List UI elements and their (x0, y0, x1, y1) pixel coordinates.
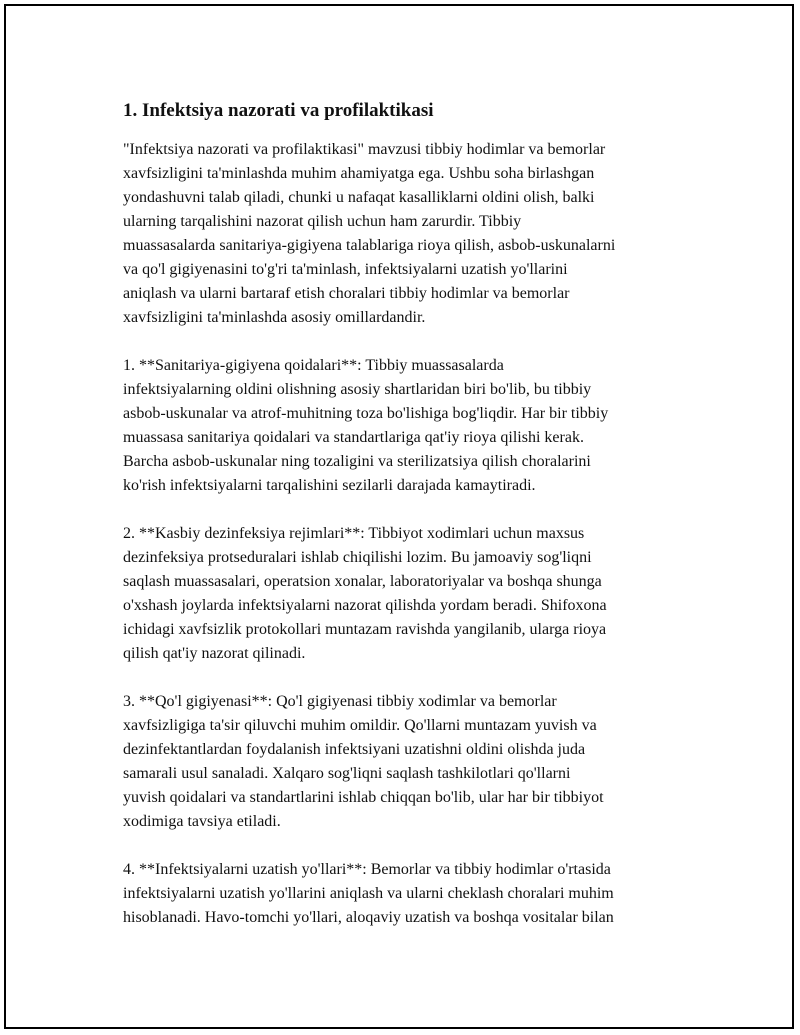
document-body (123, 98, 693, 954)
paragraph-sanitation-rules: 1. **Sanitariya-gigiyena qoidalari**: Tibbiy muassasalarda infektsiyalarning oldini olishning asosiy shartlaridan biri bo'lib, bu tibbiy asbob-uskunalar va atrof-muhitning toza bo'lishiga bog'liqdir. Har bir tibbiy muassasa sanitariya qoidalari va standartlariga qat'iy rioya qilishi kerak. Barcha asbob-uskunalar ning tozaligini va sterilizatsiya qilish choralarini ko'rish infektsiyalarni tarqalishini sezilarli darajada kamaytiradi. (123, 357, 609, 494)
section-heading: 1. Infektsiya nazorati va profilaktikasi (123, 100, 434, 121)
paragraph-disinfection-regimes: 2. **Kasbiy dezinfeksiya rejimlari**: Tibbiyot xodimlari uchun maxsus dezinfeksiya protseduralari ishlab chiqilishi lozim. Bu jamoaviy sog'liqni saqlash muassasalari, operatsion xonalar, laboratoriyalar va boshqa shunga o'xshash joylarda infektsiyalarni nazorat qilishda yordam beradi. Shifoxona ichidagi xavfsizlik protokollari muntazam ravishda yangilanib, ularga rioya qilish qat'iy nazorat qilinadi. (123, 525, 607, 662)
intro-paragraph: "Infektsiya nazorati va profilaktikasi" mavzusi tibbiy hodimlar va bemorlar xavfsizligini ta'minlashda muhim ahamiyatga ega. Ushbu soha birlashgan yondashuvni talab qiladi, chunki u nafaqat kasalliklarni oldini olish, balki ularning tarqalishini nazorat qilish uchun ham zarurdir. Tibbiy muassasalarda sanitariya-gigiyena talablariga rioya qilish, asbob-uskunalarni va qo'l gigiyenasini to'g'ri ta'minlash, infektsiyalarni uzatish yo'llarini aniqlash va ularni bartaraf etish choralari tibbiy hodimlar va bemorlar xavfsizligini ta'minlashda asosiy omillardandir. (123, 141, 616, 326)
page-frame (4, 4, 794, 1029)
paragraph-transmission-routes: 4. **Infektsiyalarni uzatish yo'llari**: Bemorlar va tibbiy hodimlar o'rtasida infektsiyalarni uzatish yo'llarini aniqlash va ularni cheklash choralari muhim hisoblanadi. Havo-tomchi yo'llari, aloqaviy uzatish va boshqa vositalar bilan (123, 861, 614, 926)
paragraph-hand-hygiene: 3. **Qo'l gigiyenasi**: Qo'l gigiyenasi tibbiy xodimlar va bemorlar xavfsizligiga ta'sir qiluvchi muhim omildir. Qo'llarni muntazam yuvish va dezinfektantlardan foydalanish infektsiyani uzatishni oldini olishda juda samarali usul sanaladi. Xalqaro sog'liqni saqlash tashkilotlari qo'llarni yuvish qoidalari va standartlarini ishlab chiqqan bo'lib, ular har bir tibbiyot xodimiga tavsiya etiladi. (123, 693, 604, 830)
